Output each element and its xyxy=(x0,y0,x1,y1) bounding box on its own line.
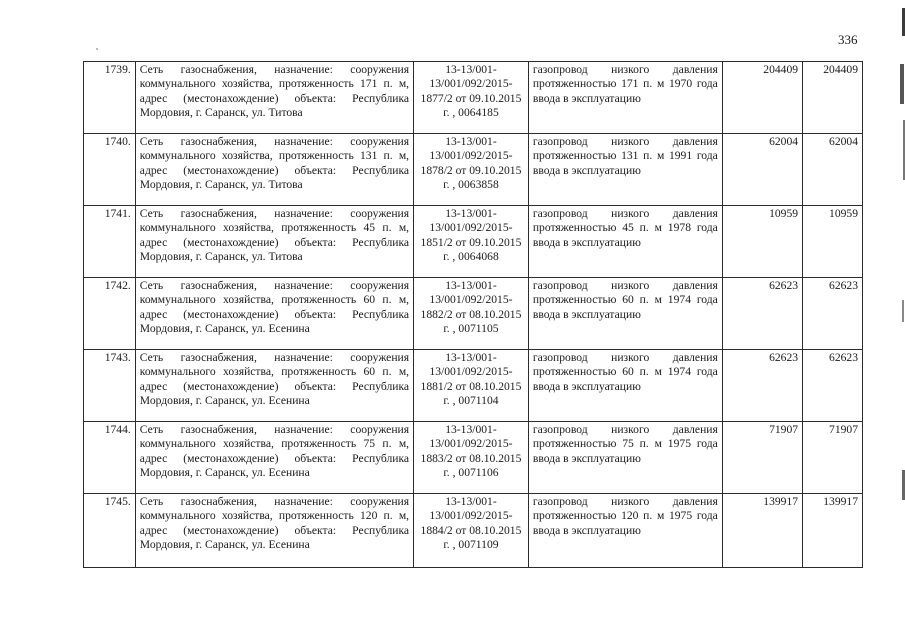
value-cell: 139917 xyxy=(803,494,863,568)
scan-edge-mark xyxy=(902,300,904,322)
page-number: 336 xyxy=(838,32,858,47)
value-cell: 10959 xyxy=(803,206,863,278)
row-number: 1744. xyxy=(84,422,136,494)
registration-record: 13-13/001-13/001/092/2015-1881/2 от 08.10.2015 г. , 0071104 xyxy=(414,350,529,422)
registration-record: 13-13/001-13/001/092/2015-1883/2 от 08.10.2015 г. , 0071106 xyxy=(414,422,529,494)
table-row xyxy=(84,62,863,134)
object-name: Сеть газоснабжения, назначение: сооружения коммунального хозяйства, протяженность 45 п. м, адрес (местонахождение) объекта: Республика Мордовия, г. Саранск, ул. Титова xyxy=(135,206,413,278)
table-row xyxy=(84,422,863,494)
object-name: Сеть газоснабжения, назначение: сооружения коммунального хозяйства, протяженность 75 п. м, адрес (местонахождение) объекта: Республика Мордовия, г. Саранск, ул. Есенина xyxy=(135,422,413,494)
value-cell: 71907 xyxy=(803,422,863,494)
table-row xyxy=(84,134,863,206)
object-description: газопровод низкого давления протяженностью 75 п. м 1975 года ввода в эксплуатацию xyxy=(528,422,722,494)
object-description: газопровод низкого давления протяженностью 60 п. м 1974 года ввода в эксплуатацию xyxy=(528,350,722,422)
value-cell: 71907 xyxy=(722,422,802,494)
object-name: Сеть газоснабжения, назначение: сооружения коммунального хозяйства, протяженность 120 п. м, адрес (местонахождение) объекта: Республика Мордовия, г. Саранск, ул. Есенина xyxy=(135,494,413,568)
row-number: 1742. xyxy=(84,278,136,350)
object-description: газопровод низкого давления протяженностью 120 п. м 1975 года ввода в эксплуатацию xyxy=(528,494,722,568)
row-number: 1739. xyxy=(84,62,136,134)
row-number: 1740. xyxy=(84,134,136,206)
object-description: газопровод низкого давления протяженностью 131 п. м 1991 года ввода в эксплуатацию xyxy=(528,134,722,206)
object-name: Сеть газоснабжения, назначение: сооружения коммунального хозяйства, протяженность 171 п. м, адрес (местонахождение) объекта: Республика Мордовия, г. Саранск, ул. Титова xyxy=(135,62,413,134)
object-name: Сеть газоснабжения, назначение: сооружения коммунального хозяйства, протяженность 60 п. м, адрес (местонахождение) объекта: Республика Мордовия, г. Саранск, ул. Есенина xyxy=(135,350,413,422)
value-cell: 62623 xyxy=(803,278,863,350)
registration-record: 13-13/001-13/001/092/2015-1877/2 от 09.10.2015 г. , 0064185 xyxy=(414,62,529,134)
value-cell: 62004 xyxy=(722,134,802,206)
registration-record: 13-13/001-13/001/092/2015-1851/2 от 09.10.2015 г. , 0064068 xyxy=(414,206,529,278)
row-number: 1743. xyxy=(84,350,136,422)
table-row xyxy=(84,278,863,350)
object-name: Сеть газоснабжения, назначение: сооружения коммунального хозяйства, протяженность 60 п. м, адрес (местонахождение) объекта: Республика Мордовия, г. Саранск, ул. Есенина xyxy=(135,278,413,350)
registration-record: 13-13/001-13/001/092/2015-1882/2 от 08.10.2015 г. , 0071105 xyxy=(414,278,529,350)
value-cell: 204409 xyxy=(803,62,863,134)
table-row xyxy=(84,494,863,568)
value-cell: 139917 xyxy=(722,494,802,568)
object-description: газопровод низкого давления протяженностью 60 п. м 1974 года ввода в эксплуатацию xyxy=(528,278,722,350)
table-row xyxy=(84,206,863,278)
object-name: Сеть газоснабжения, назначение: сооружения коммунального хозяйства, протяженность 131 п. м, адрес (местонахождение) объекта: Республика Мордовия, г. Саранск, ул. Титова xyxy=(135,134,413,206)
registry-table xyxy=(83,61,863,568)
registration-record: 13-13/001-13/001/092/2015-1878/2 от 09.10.2015 г. , 0063858 xyxy=(414,134,529,206)
value-cell: 62623 xyxy=(722,350,802,422)
row-number: 1741. xyxy=(84,206,136,278)
value-cell: 62623 xyxy=(803,350,863,422)
value-cell: 62004 xyxy=(803,134,863,206)
scan-edge-mark xyxy=(900,64,904,104)
value-cell: 62623 xyxy=(722,278,802,350)
value-cell: 204409 xyxy=(722,62,802,134)
object-description: газопровод низкого давления протяженностью 45 п. м 1978 года ввода в эксплуатацию xyxy=(528,206,722,278)
value-cell: 10959 xyxy=(722,206,802,278)
object-description: газопровод низкого давления протяженностью 171 п. м 1970 года ввода в эксплуатацию xyxy=(528,62,722,134)
row-number: 1745. xyxy=(84,494,136,568)
table-row xyxy=(84,350,863,422)
registration-record: 13-13/001-13/001/092/2015-1884/2 от 08.10.2015 г. , 0071109 xyxy=(414,494,529,568)
scan-speck xyxy=(96,48,98,50)
